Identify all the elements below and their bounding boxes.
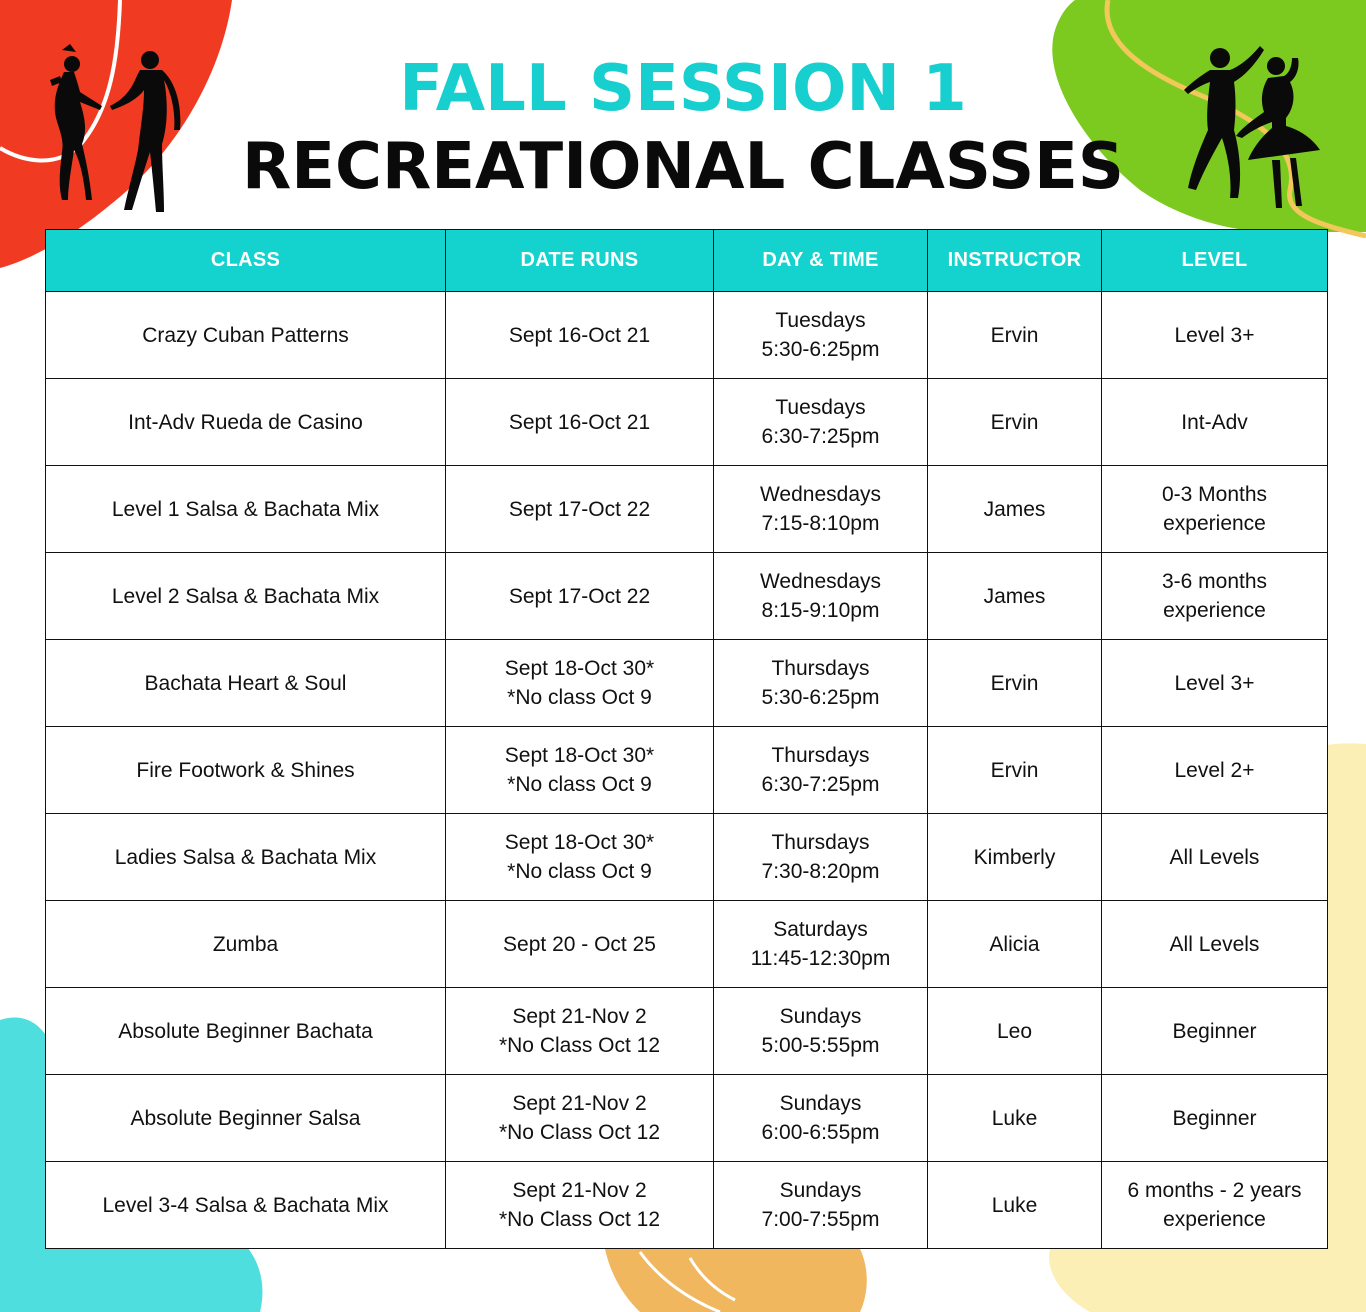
- instructor-cell: Leo: [928, 988, 1102, 1075]
- instructor-cell: Ervin: [928, 379, 1102, 466]
- column-header-level: LEVEL: [1102, 230, 1328, 292]
- table-row: [46, 379, 1328, 466]
- date-runs-cell-line: *No class Oct 9: [507, 860, 652, 883]
- day-time-cell: [714, 901, 928, 988]
- level-cell: [1102, 292, 1328, 379]
- date-runs-cell: [446, 379, 714, 466]
- level-cell-line: Level 3+: [1174, 671, 1255, 695]
- day-time-cell: [714, 1162, 928, 1249]
- date-runs-cell-line: Sept 18-Oct 30*: [504, 831, 655, 854]
- instructor-cell: James: [928, 553, 1102, 640]
- day-time-cell: [714, 466, 928, 553]
- day-time-cell-line: 5:00-5:55pm: [761, 1034, 880, 1057]
- date-runs-cell: [446, 466, 714, 553]
- day-time-cell-line: Tuesdays: [775, 396, 866, 419]
- day-time-cell-line: Thursdays: [771, 744, 870, 767]
- level-cell-line: Level 3+: [1174, 323, 1255, 347]
- date-runs-cell-line: Sept 17-Oct 22: [508, 497, 651, 521]
- date-runs-cell-line: *No class Oct 9: [507, 686, 652, 709]
- date-runs-cell-line: *No Class Oct 12: [498, 1208, 661, 1231]
- day-time-cell-line: 5:30-6:25pm: [761, 338, 880, 361]
- level-cell-line: Level 2+: [1174, 758, 1255, 782]
- date-runs-cell-line: Sept 18-Oct 30*: [504, 744, 655, 767]
- day-time-cell-line: 8:15-9:10pm: [761, 599, 880, 622]
- date-runs-cell: [446, 292, 714, 379]
- day-time-cell-line: 11:45-12:30pm: [750, 947, 891, 970]
- day-time-cell: [714, 292, 928, 379]
- class-name-cell: Absolute Beginner Salsa: [46, 1075, 446, 1162]
- level-cell: [1102, 379, 1328, 466]
- column-header-class: CLASS: [46, 230, 446, 292]
- date-runs-cell: [446, 1162, 714, 1249]
- day-time-cell: [714, 727, 928, 814]
- date-runs-cell-line: Sept 21-Nov 2: [512, 1179, 647, 1202]
- date-runs-cell-line: *No class Oct 9: [507, 773, 652, 796]
- instructor-cell: Luke: [928, 1075, 1102, 1162]
- level-cell-line: 3-6 months: [1161, 570, 1268, 593]
- day-time-cell: [714, 640, 928, 727]
- level-cell-line: experience: [1163, 512, 1266, 535]
- day-time-cell-line: 7:15-8:10pm: [761, 512, 880, 535]
- level-cell-line: All Levels: [1169, 932, 1260, 956]
- date-runs-cell-line: *No Class Oct 12: [498, 1121, 661, 1144]
- column-header-day-time: DAY & TIME: [714, 230, 928, 292]
- level-cell: [1102, 1075, 1328, 1162]
- level-cell-line: experience: [1163, 599, 1266, 622]
- level-cell-line: Int-Adv: [1181, 410, 1248, 434]
- day-time-cell: [714, 553, 928, 640]
- date-runs-cell: [446, 640, 714, 727]
- table-row: [46, 901, 1328, 988]
- class-name-cell: Level 2 Salsa & Bachata Mix: [46, 553, 446, 640]
- date-runs-cell: [446, 1075, 714, 1162]
- level-cell-line: All Levels: [1169, 845, 1260, 869]
- instructor-cell: Ervin: [928, 292, 1102, 379]
- day-time-cell-line: Thursdays: [771, 831, 870, 854]
- level-cell-line: Beginner: [1172, 1019, 1257, 1043]
- day-time-cell: [714, 988, 928, 1075]
- date-runs-cell-line: Sept 21-Nov 2: [512, 1005, 647, 1028]
- day-time-cell-line: Tuesdays: [775, 309, 866, 332]
- day-time-cell-line: 5:30-6:25pm: [761, 686, 880, 709]
- date-runs-cell-line: Sept 16-Oct 21: [508, 410, 651, 434]
- level-cell-line: Beginner: [1172, 1106, 1257, 1130]
- day-time-cell: [714, 1075, 928, 1162]
- day-time-cell-line: 7:00-7:55pm: [761, 1208, 880, 1231]
- level-cell: [1102, 988, 1328, 1075]
- class-name-cell: Absolute Beginner Bachata: [46, 988, 446, 1075]
- instructor-cell: Kimberly: [928, 814, 1102, 901]
- table-row: [46, 1075, 1328, 1162]
- day-time-cell-line: Sundays: [779, 1005, 862, 1028]
- table-row: [46, 988, 1328, 1075]
- level-cell-line: 0-3 Months: [1161, 483, 1268, 506]
- date-runs-cell-line: Sept 20 - Oct 25: [503, 932, 656, 956]
- table-row: [46, 292, 1328, 379]
- day-time-cell-line: Sundays: [779, 1092, 862, 1115]
- level-cell: [1102, 553, 1328, 640]
- class-name-cell: Bachata Heart & Soul: [46, 640, 446, 727]
- day-time-cell: [714, 379, 928, 466]
- class-name-cell: Level 1 Salsa & Bachata Mix: [46, 466, 446, 553]
- date-runs-cell-line: Sept 18-Oct 30*: [504, 657, 655, 680]
- page-title: RECREATIONAL CLASSES: [242, 130, 1124, 204]
- date-runs-cell: [446, 814, 714, 901]
- day-time-cell-line: Wednesdays: [759, 570, 882, 593]
- level-cell: [1102, 901, 1328, 988]
- day-time-cell-line: 6:30-7:25pm: [761, 773, 880, 796]
- column-header-instructor: INSTRUCTOR: [928, 230, 1102, 292]
- level-cell: [1102, 1162, 1328, 1249]
- day-time-cell: [714, 814, 928, 901]
- date-runs-cell: [446, 988, 714, 1075]
- table-row: [46, 640, 1328, 727]
- day-time-cell-line: 6:30-7:25pm: [761, 425, 880, 448]
- date-runs-cell-line: Sept 21-Nov 2: [512, 1092, 647, 1115]
- class-name-cell: Zumba: [46, 901, 446, 988]
- class-name-cell: Level 3-4 Salsa & Bachata Mix: [46, 1162, 446, 1249]
- date-runs-cell-line: Sept 17-Oct 22: [508, 584, 651, 608]
- day-time-cell-line: Saturdays: [773, 918, 868, 941]
- table-header-row: [46, 230, 1328, 292]
- date-runs-cell: [446, 901, 714, 988]
- class-name-cell: Ladies Salsa & Bachata Mix: [46, 814, 446, 901]
- instructor-cell: James: [928, 466, 1102, 553]
- day-time-cell-line: Sundays: [779, 1179, 862, 1202]
- class-name-cell: Fire Footwork & Shines: [46, 727, 446, 814]
- class-name-cell: Crazy Cuban Patterns: [46, 292, 446, 379]
- date-runs-cell-line: *No Class Oct 12: [498, 1034, 661, 1057]
- table-row: [46, 814, 1328, 901]
- level-cell-line: experience: [1163, 1208, 1266, 1231]
- instructor-cell: Ervin: [928, 727, 1102, 814]
- column-header-date-runs: DATE RUNS: [446, 230, 714, 292]
- level-cell: [1102, 727, 1328, 814]
- table-row: [46, 553, 1328, 640]
- table-row: [46, 466, 1328, 553]
- table-row: [46, 727, 1328, 814]
- session-title: FALL SESSION 1: [399, 52, 967, 126]
- level-cell-line: 6 months - 2 years: [1127, 1179, 1302, 1202]
- date-runs-cell: [446, 727, 714, 814]
- level-cell: [1102, 814, 1328, 901]
- level-cell: [1102, 466, 1328, 553]
- day-time-cell-line: 7:30-8:20pm: [761, 860, 880, 883]
- level-cell: [1102, 640, 1328, 727]
- instructor-cell: Alicia: [928, 901, 1102, 988]
- date-runs-cell-line: Sept 16-Oct 21: [508, 323, 651, 347]
- date-runs-cell: [446, 553, 714, 640]
- day-time-cell-line: Thursdays: [771, 657, 870, 680]
- class-schedule-table: [45, 229, 1328, 1249]
- day-time-cell-line: Wednesdays: [759, 483, 882, 506]
- day-time-cell-line: 6:00-6:55pm: [761, 1121, 880, 1144]
- instructor-cell: Ervin: [928, 640, 1102, 727]
- table-row: [46, 1162, 1328, 1249]
- class-name-cell: Int-Adv Rueda de Casino: [46, 379, 446, 466]
- instructor-cell: Luke: [928, 1162, 1102, 1249]
